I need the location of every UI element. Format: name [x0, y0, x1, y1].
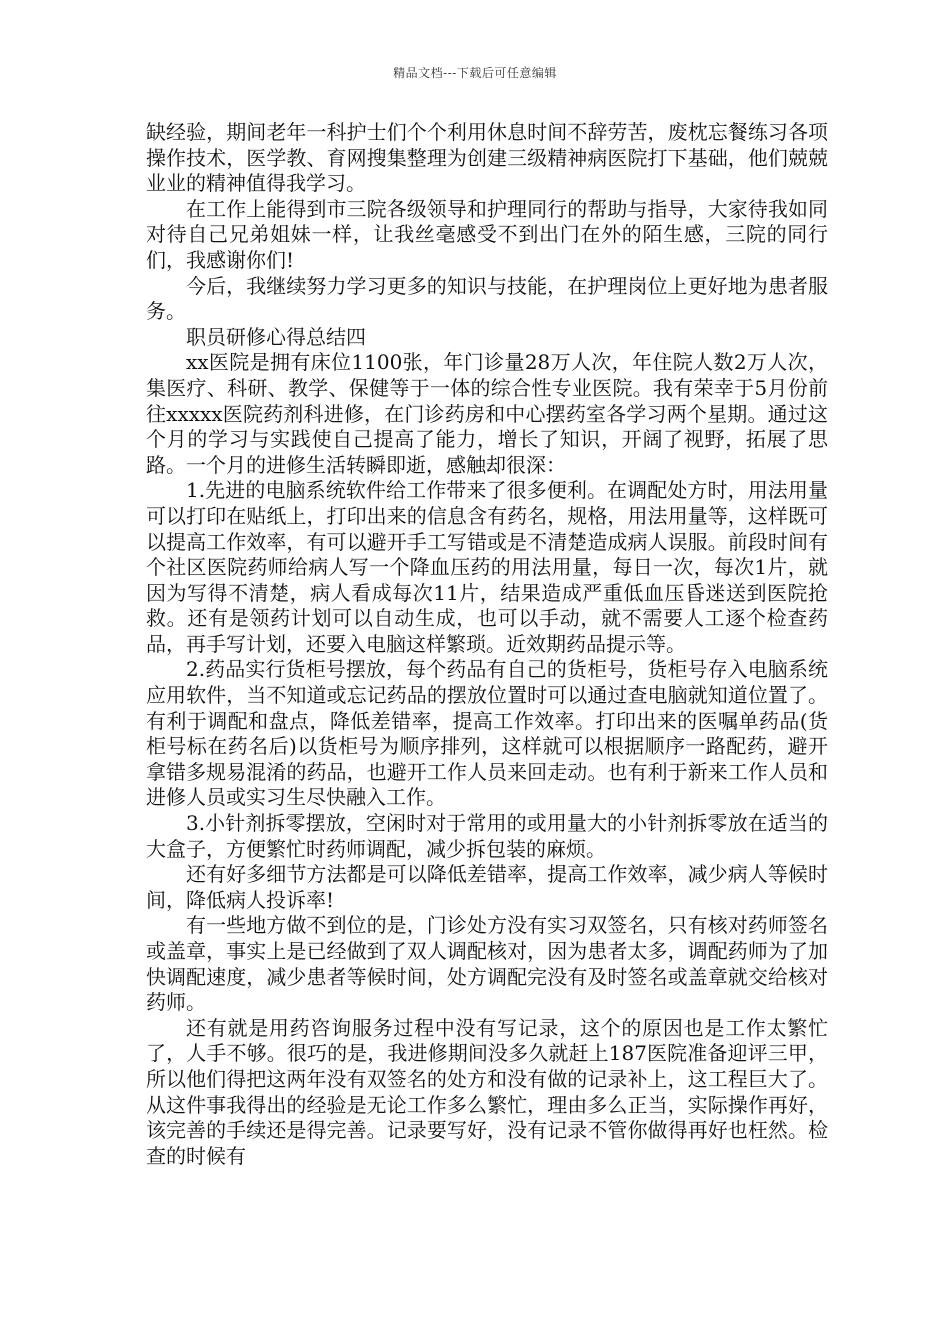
paragraph: 2.药品实行货柜号摆放，每个药品有自己的货柜号，货柜号存入电脑系统应用软件，当不知道或忘记药品的摆放位置时可以通过查电脑就知道位置了。有利于调配和盘点，降低差错率，提高工作效率。打印出来的医嘱单药品(货柜号标在药名后)以货柜号为顺序排列，这样就可以根据顺序一路配药，避开拿错多规易混淆的药品，也避开工作人员来回走动。也有利于新来工作人员和进修人员或实习生尽快融入工作。 [146, 657, 828, 810]
paragraph: 1.先进的电脑系统软件给工作带来了很多便利。在调配处方时，用法用量可以打印在贴纸上，打印出来的信息含有药名，规格，用法用量等，这样既可以提高工作效率，有可以避开手工写错或是不清楚造成病人误服。前段时间有个社区医院药师给病人写一个降血压药的用法用量，每日一次，每次1片，就因为写得不清楚，病人看成每次11片，结果造成严重低血压昏迷送到医院抢救。还有是领药计划可以自动生成，也可以手动，就不需要人工逐个检查药品，再手写计划，还要入电脑这样繁琐。近效期药品提示等。 [146, 478, 828, 656]
section-heading: 职员研修心得总结四 [186, 324, 366, 349]
paragraph: xx医院是拥有床位1100张，年门诊量28万人次，年住院人数2万人次，集医疗、科研、教学、保健等于一体的综合性专业医院。我有荣幸于5月份前往xxxxx医院药剂科进修，在门诊药房和中心摆药室各学习两个星期。通过这个月的学习与实践使自己提高了能力，增长了知识，开阔了视野，拓展了思路。一个月的进修生活转瞬即逝，感触却很深： [146, 350, 828, 477]
page-header: 精品文档---下载后可任意编辑 [393, 66, 557, 80]
document-body [146, 120, 828, 1169]
paragraph: 还有好多细节方法都是可以降低差错率，提高工作效率，减少病人等候时间，降低病人投诉率! [146, 862, 828, 912]
paragraph: 缺经验，期间老年一科护士们个个利用休息时间不辞劳苦，废枕忘餐练习各项操作技术，医学教、育网搜集整理为创建三级精神病医院打下基础，他们兢兢业业的精神值得我学习。 [146, 120, 828, 196]
paragraph: 在工作上能得到市三院各级领导和护理同行的帮助与指导，大家待我如同对待自己兄弟姐妹一样，让我丝毫感受不到出门在外的陌生感，三院的同行们，我感谢你们! [146, 196, 828, 272]
paragraph: 3.小针剂拆零摆放，空闲时对于常用的或用量大的小针剂拆零放在适当的大盒子，方便繁忙时药师调配，减少拆包装的麻烦。 [146, 811, 828, 861]
paragraph: 有一些地方做不到位的是，门诊处方没有实习双签名，只有核对药师签名或盖章，事实上是已经做到了双人调配核对，因为患者太多，调配药师为了加快调配速度，减少患者等候时间，处方调配完没有及时签名或盖章就交给核对药师。 [146, 913, 828, 1015]
paragraph: 今后，我继续努力学习更多的知识与技能，在护理岗位上更好地为患者服务。 [146, 273, 828, 324]
paragraph: 还有就是用药咨询服务过程中没有写记录，这个的原因也是工作太繁忙了，人手不够。很巧的是，我进修期间没多久就赶上187医院准备迎评三甲，所以他们得把这两年没有双签名的处方和没有做的记录补上，这工程巨大了。从这件事我得出的经验是无论工作多么繁忙，理由多么正当，实际操作再好，该完善的手续还是得完善。记录要写好，没有记录不管你做得再好也枉然。检查的时候有 [146, 1015, 828, 1168]
